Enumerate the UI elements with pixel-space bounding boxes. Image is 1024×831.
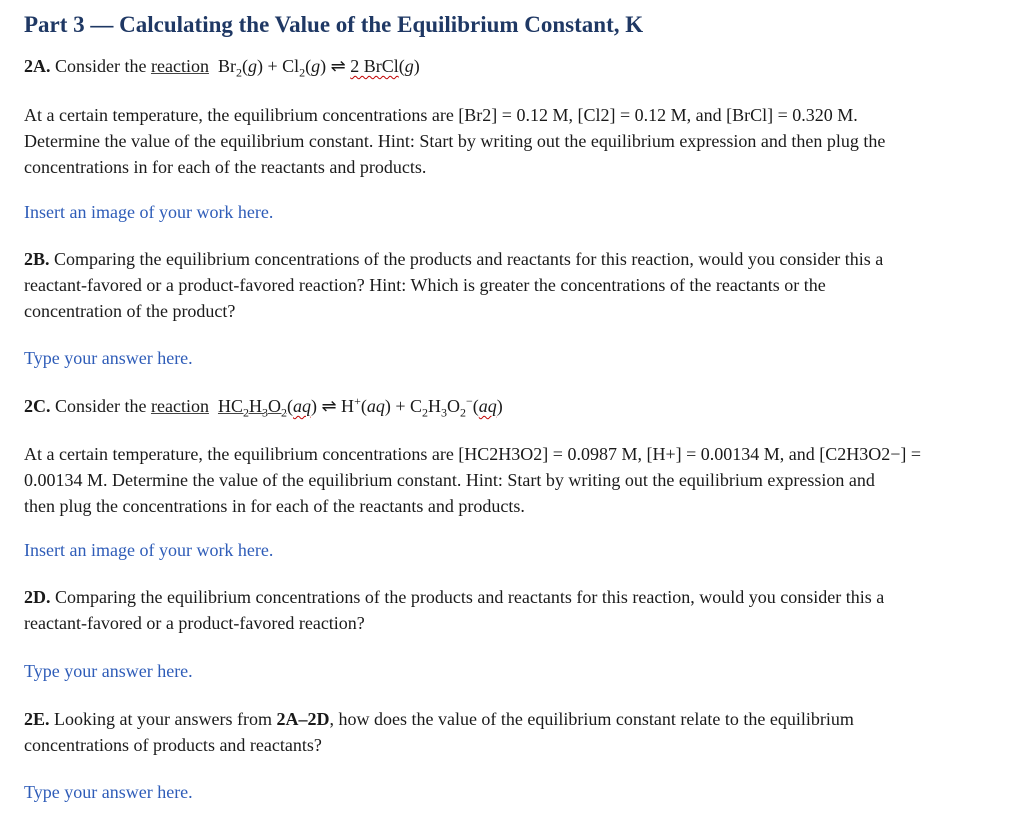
question-2c-heading xyxy=(24,393,984,419)
question-2e-line2: concentrations of products and reactants? xyxy=(24,735,322,755)
question-2b-line3: concentration of the product? xyxy=(24,301,236,321)
question-2a-heading xyxy=(24,53,984,79)
question-2b xyxy=(24,246,984,324)
question-2b-label: 2B. xyxy=(24,249,50,269)
question-2b-line1: Comparing the equilibrium concentrations of the products and reactants for this reaction, would you consider this a xyxy=(54,249,884,269)
question-2a-reaction-word: reaction xyxy=(151,56,209,76)
question-2c-body-line3: then plug the concentrations in for each of the reactants and products. xyxy=(24,496,525,516)
section-title xyxy=(24,12,643,38)
question-2e-label: 2E. xyxy=(24,709,50,729)
question-2c-equation: $HC_2H_3O_2(aq)$ ⇌ $H^+(aq) + C_2H_3O_2^-(aq)$ xyxy=(217,394,503,420)
question-2c-reaction-word: reaction xyxy=(151,396,209,416)
question-2c-body-line1: At a certain temperature, the equilibrium concentrations are [HC2H3O2] = 0.0987 M, [H+] = 0.00134 M, and [C2H3O2−] = xyxy=(24,444,922,464)
question-2a-body-line1: At a certain temperature, the equilibrium concentrations are [Br2] = 0.12 M, [Cl2] = 0.12 M, and [BrCl] = 0.320 M. xyxy=(24,105,858,125)
question-2c-answer-field[interactable]: Insert an image of your work here. xyxy=(24,540,274,560)
question-2d-line2: reactant-favored or a product-favored reaction? xyxy=(24,613,365,633)
question-2e-answer-field[interactable]: Type your answer here. xyxy=(24,782,193,802)
question-2a-body-line2: Determine the value of the equilibrium constant. Hint: Start by writing out the equilibrium expression and then plug the xyxy=(24,131,886,151)
question-2d-answer-field[interactable]: Type your answer here. xyxy=(24,661,193,681)
question-2c-lead: Consider the xyxy=(55,396,147,416)
question-2e xyxy=(24,706,984,758)
section-title-text: Part 3 — Calculating the Value of the Equilibrium Constant, K xyxy=(24,12,644,37)
question-2c-body-line2: 0.00134 M. Determine the value of the equilibrium constant. Hint: Start by writing out the equilibrium expression and xyxy=(24,470,875,490)
question-2d-label: 2D. xyxy=(24,587,51,607)
question-2a-lead: Consider the xyxy=(55,56,147,76)
question-2d-line1: Comparing the equilibrium concentrations of the products and reactants for this reaction, would you consider this a xyxy=(55,587,885,607)
question-2a-body xyxy=(24,102,984,180)
question-2c-label: 2C. xyxy=(24,396,51,416)
question-2a-body-line3: concentrations in for each of the reactants and products. xyxy=(24,157,427,177)
question-2e-range: 2A–2D xyxy=(276,709,330,729)
question-2b-line2: reactant-favored or a product-favored reaction? Hint: Which is greater the concentrations of the reactants or the xyxy=(24,275,826,295)
question-2a-equation: $Br_2(g) + Cl_2(g)$ ⇌ 2 BrCl(g) xyxy=(217,56,420,80)
question-2e-line1-rest: , how does the value of the equilibrium constant relate to the equilibrium xyxy=(329,709,854,729)
question-2a-answer-field[interactable]: Insert an image of your work here. xyxy=(24,202,274,222)
question-2e-lead: Looking at your answers from xyxy=(54,709,272,729)
question-2b-answer-field[interactable]: Type your answer here. xyxy=(24,348,193,368)
question-2a-label: 2A. xyxy=(24,56,51,76)
question-2d xyxy=(24,584,984,636)
question-2c-body xyxy=(24,441,984,519)
